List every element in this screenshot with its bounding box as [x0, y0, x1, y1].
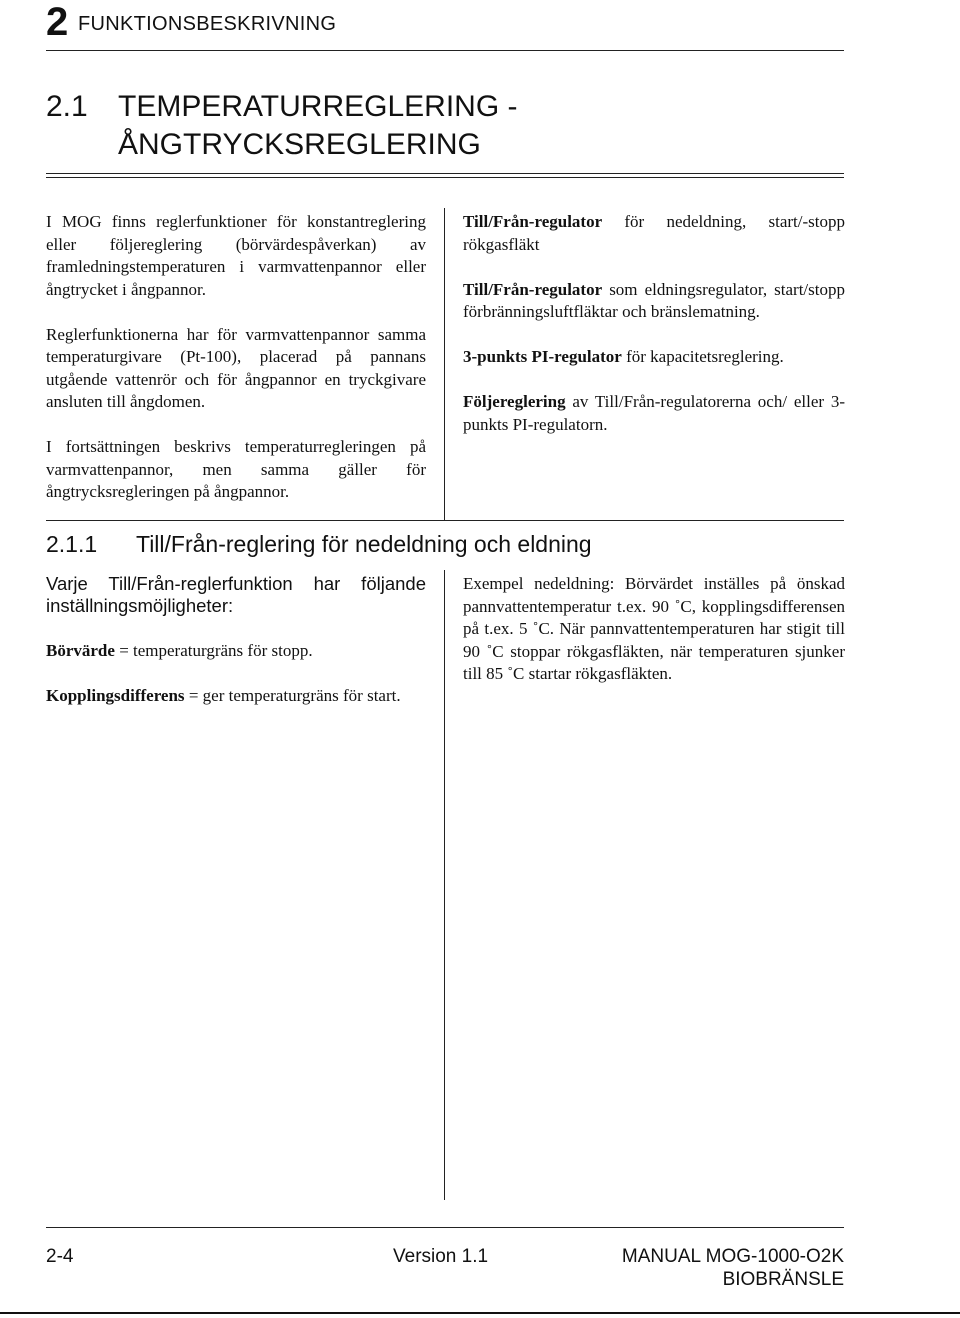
section-title-line2: ÅNGTRYCKSREGLERING	[118, 128, 481, 161]
intro-left-column	[46, 211, 426, 504]
section-rule	[46, 173, 844, 178]
regulator-item-1	[463, 211, 845, 256]
regulator-item-2	[463, 279, 845, 324]
intro-right-column	[463, 211, 845, 436]
subsection-rule	[46, 520, 844, 521]
section-number: 2.1	[46, 90, 88, 123]
column-divider-bottom	[444, 570, 445, 1200]
regulator-item-2-label: Till/Från-regulator	[463, 279, 603, 299]
subsection-title: Till/Från-reglering för nedeldning och eldning	[136, 531, 592, 557]
page-number: 2-4	[46, 1246, 74, 1267]
regulator-item-3-text: för kapacitetsreglering.	[621, 347, 784, 366]
regulator-item-3-label: 3-punkts PI-regulator	[463, 347, 622, 366]
section-title-line1: TEMPERATURREGLERING -	[118, 90, 518, 123]
manual-title-line1: MANUAL MOG-1000-O2K	[621, 1246, 844, 1267]
chapter-number: 2	[46, 0, 69, 44]
regulator-item-2-text: som eldningsregulator, start/stopp förbränningsluftfläktar och bränslematning.	[463, 279, 845, 321]
page-bottom-edge	[0, 1312, 960, 1314]
example-paragraph: Exempel nedeldning: Börvärdet inställes på önskad pannvattentemperatur t.ex. 90 ˚C, kopplingsdifferensen på t.ex. 5 ˚C. När pannvattentemperaturen har stigit till 90 ˚C stoppar rökgasfläkten, när temperaturen sjunker till 85 ˚C startar rökgasfläkten.	[463, 574, 845, 683]
setpoint-paragraph	[46, 640, 426, 663]
differential-paragraph	[46, 685, 426, 708]
regulator-item-4-text: av Till/Från-regulatorerna och/ eller 3-punkts PI-regulatorn.	[463, 392, 845, 434]
manual-title-line2: BIOBRÄNSLE	[722, 1269, 844, 1290]
regulator-item-4-label: Följereglering	[463, 392, 566, 411]
intro-paragraph-3: I fortsättningen beskrivs temperaturregleringen på varmvattenpannor, men samma gäller för ångtrycksregleringen på ångpannor.	[46, 437, 426, 501]
manual-title	[560, 1245, 844, 1291]
subsection-number: 2.1.1	[46, 531, 98, 557]
section-title	[118, 88, 818, 164]
column-divider-top	[444, 208, 445, 520]
settings-heading: Varje Till/Från-reglerfunktion har följande inställningsmöjligheter:	[46, 573, 426, 616]
subsection-heading	[46, 529, 592, 559]
chapter-title: FUNKTIONSBESKRIVNING	[78, 13, 337, 35]
header-rule	[46, 50, 844, 51]
intro-paragraph-2: Reglerfunktionerna har för varmvattenpannor samma temperaturgivare (Pt-100), placerad på pannans utgående vattenrör och för ångpannor en tryckgivare ansluten till ångdomen.	[46, 324, 426, 411]
setpoint-text: = temperaturgräns för stopp.	[114, 640, 313, 660]
differential-text: = ger temperaturgräns för start.	[184, 685, 401, 705]
regulator-item-1-label: Till/Från-regulator	[463, 212, 603, 231]
differential-label: Kopplingsdifferens	[46, 685, 185, 705]
version-label: Version 1.1	[393, 1246, 489, 1267]
intro-paragraph-1: I MOG finns reglerfunktioner för konstantreglering eller följereglering (börvärdespåverkan) av framledningstemperaturen i varmvattenpannor eller ångtrycket i ångpannor.	[46, 212, 426, 299]
sub-left-column	[46, 573, 426, 707]
sub-right-column	[463, 573, 845, 686]
footer-rule-top	[46, 1227, 844, 1228]
regulator-item-4	[463, 391, 845, 436]
regulator-item-1-text: för nedeldning, start/-stopp rökgasfläkt	[463, 212, 845, 254]
setpoint-label: Börvärde	[46, 640, 115, 660]
regulator-item-3	[463, 346, 845, 369]
